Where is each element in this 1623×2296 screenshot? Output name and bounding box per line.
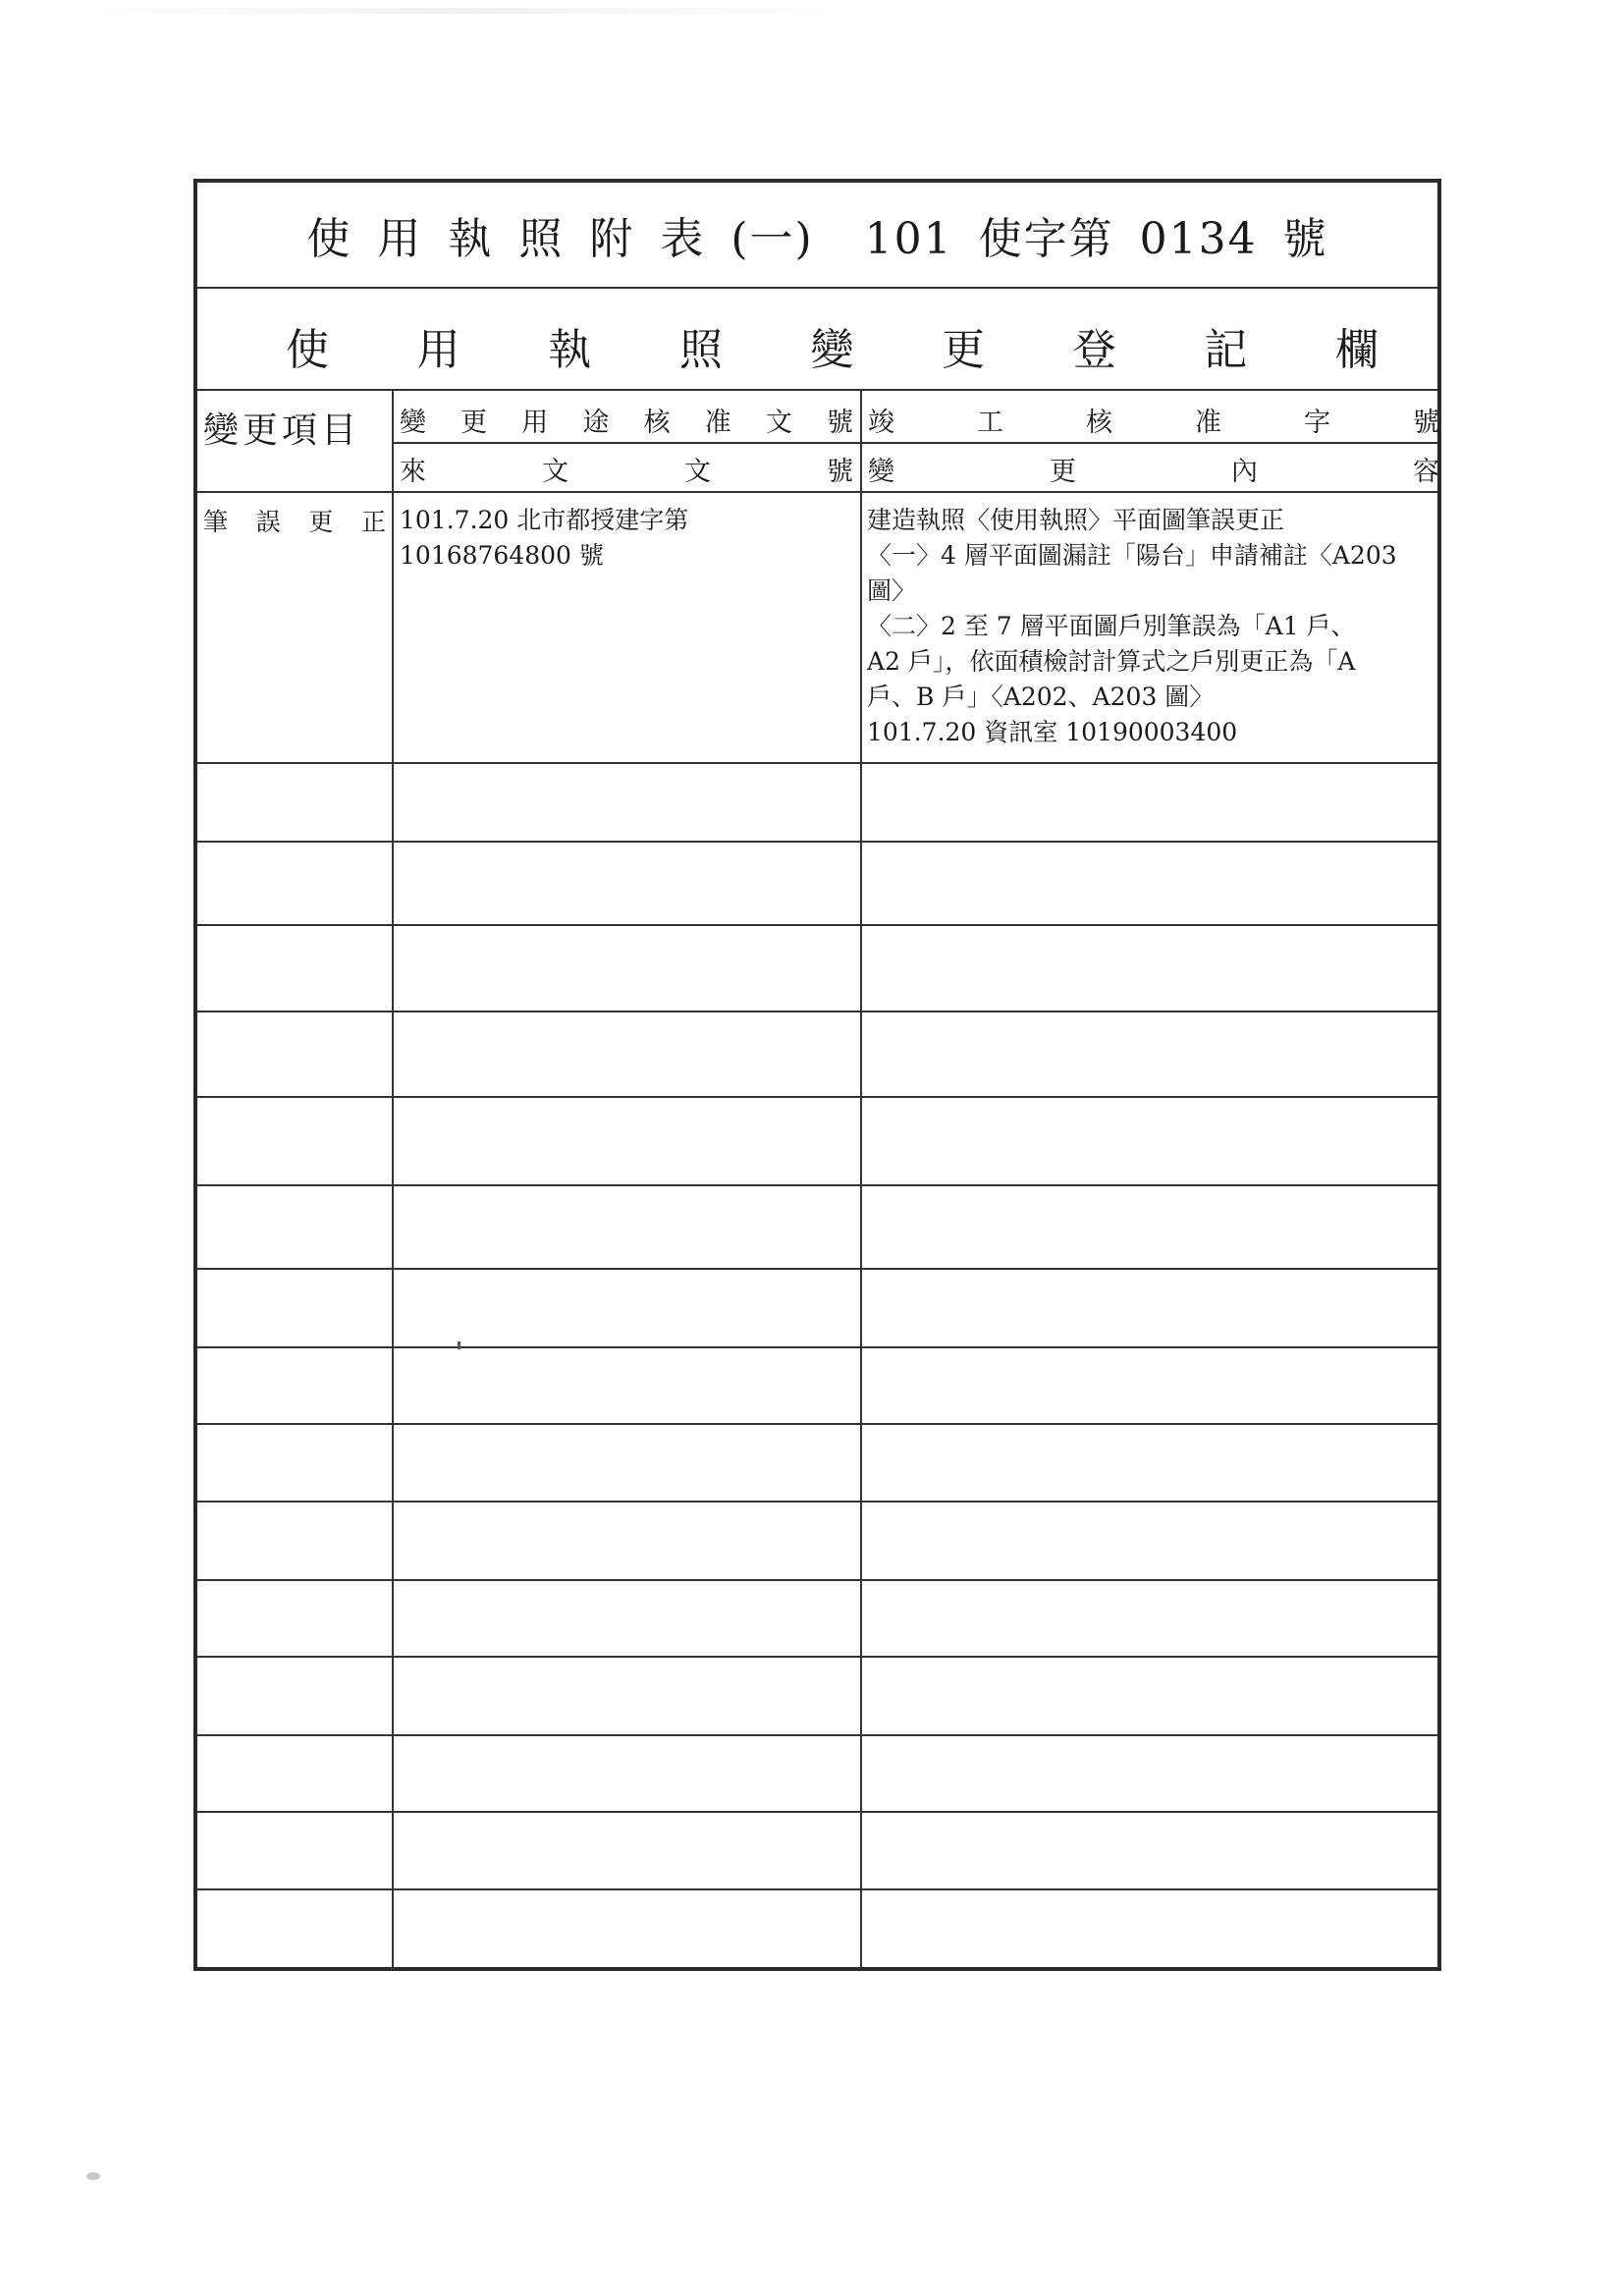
entry-item-char: 誤 xyxy=(255,508,281,536)
entry-doc-no xyxy=(400,503,861,574)
header-char: 更 xyxy=(460,408,488,438)
entry-item-char: 更 xyxy=(308,508,334,536)
subtitle-char: 欄 xyxy=(1335,325,1379,375)
header-char: 用 xyxy=(521,408,549,438)
entry-item-char: 正 xyxy=(360,508,386,536)
header-char: 文 xyxy=(765,408,792,438)
subtitle-char: 記 xyxy=(1204,325,1248,375)
header-char: 文 xyxy=(542,457,568,487)
subtitle-char: 用 xyxy=(416,325,460,375)
row-line xyxy=(197,1888,1437,1890)
form-title-row xyxy=(197,183,1437,289)
subtitle-char: 照 xyxy=(678,325,723,375)
header-char: 來 xyxy=(400,457,426,487)
header-char: 字 xyxy=(1304,408,1330,438)
row-line xyxy=(197,1811,1437,1813)
entry-content-line: 建造執照〈使用執照〉平面圖筆誤更正 xyxy=(867,506,1285,534)
entry-item-char: 筆 xyxy=(203,508,229,536)
row-line xyxy=(197,1656,1437,1658)
header-char: 號 xyxy=(826,408,853,438)
usage-permit-change-form xyxy=(193,179,1441,1971)
header-char: 工 xyxy=(977,408,1003,438)
row-line xyxy=(197,1734,1437,1736)
row-line xyxy=(197,1346,1437,1348)
header-char: 內 xyxy=(1231,457,1258,487)
row-line xyxy=(197,841,1437,843)
row-line xyxy=(197,1423,1437,1425)
subtitle-char: 使 xyxy=(286,325,329,375)
header-char: 號 xyxy=(1413,408,1439,438)
row-line xyxy=(197,1579,1437,1581)
scan-speck xyxy=(86,2172,100,2180)
row-line xyxy=(197,762,1437,764)
header-change-content xyxy=(868,450,1439,488)
form-subtitle xyxy=(286,314,1379,377)
form-subtitle-row xyxy=(197,289,1437,391)
header-char: 文 xyxy=(684,457,711,487)
subtitle-char: 登 xyxy=(1072,325,1116,375)
column-divider-1 xyxy=(392,391,394,1967)
header-char: 准 xyxy=(1195,408,1221,438)
entry-doc-line: 101.7.20 北市都授建字第 xyxy=(400,506,689,534)
entry-item xyxy=(203,503,386,538)
header-char: 核 xyxy=(643,408,671,438)
header-char: 容 xyxy=(1413,457,1439,487)
entry-content-line: 戶、B 戶」〈A202、A203 圖〉 xyxy=(867,683,1215,711)
header-char: 變 xyxy=(400,408,426,438)
entry-content-line: 〈一〉4 層平面圖漏註「陽台」申請補註〈A203 xyxy=(867,541,1397,570)
entry-content-line: 圖〉 xyxy=(867,576,917,605)
entry-doc-line: 10168764800 號 xyxy=(400,541,604,570)
row-line xyxy=(197,1268,1437,1270)
row-line xyxy=(197,924,1437,926)
header-completion-no xyxy=(868,401,1439,439)
header-change-item: 變更項目 xyxy=(203,410,361,451)
header-mid-line xyxy=(392,442,1437,444)
subtitle-char: 執 xyxy=(548,325,592,375)
header-char: 竣 xyxy=(868,408,894,438)
header-char: 變 xyxy=(868,457,894,487)
row-line xyxy=(197,1096,1437,1098)
entry-change-content xyxy=(867,503,1442,750)
header-incoming-doc-no xyxy=(400,450,853,488)
row-line xyxy=(197,1011,1437,1012)
header-char: 准 xyxy=(704,408,731,438)
header-char: 途 xyxy=(582,408,610,438)
header-bottom-line xyxy=(197,491,1437,493)
column-divider-2 xyxy=(860,391,862,1967)
form-title: 使 用 執 照 附 表 (一) 101 使字第 0134 號 xyxy=(306,214,1328,264)
subtitle-char: 變 xyxy=(810,325,854,375)
entry-content-line: 〈二〉2 至 7 層平面圖戶別筆誤為「A1 戶、 xyxy=(867,612,1356,640)
header-approval-doc-no xyxy=(400,401,853,439)
header-char: 號 xyxy=(827,457,853,487)
subtitle-char: 更 xyxy=(942,325,986,375)
scan-mark xyxy=(458,1341,460,1349)
entry-content-line: 101.7.20 資訊室 10190003400 xyxy=(867,718,1238,746)
header-char: 更 xyxy=(1050,457,1076,487)
header-char: 核 xyxy=(1086,408,1112,438)
entry-content-line: A2 戶」，依面積檢討計算式之戶別更正為「A xyxy=(867,647,1356,676)
row-line xyxy=(197,1501,1437,1503)
row-line xyxy=(197,1184,1437,1186)
scan-edge-shadow xyxy=(88,8,835,14)
